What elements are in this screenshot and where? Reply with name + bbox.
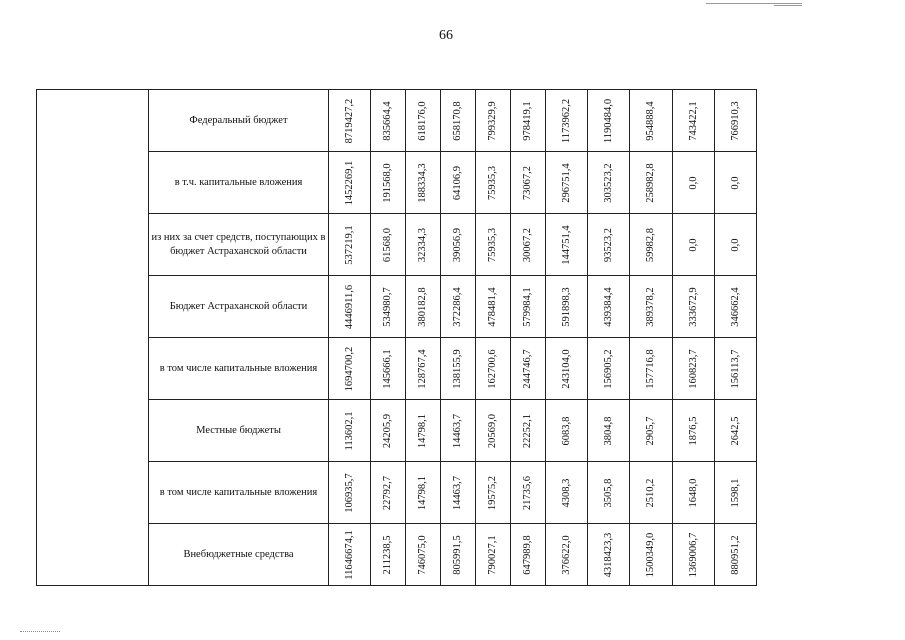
value-cell (476, 400, 511, 462)
cell-value: 376622,0 (560, 534, 572, 575)
cell-value: 1500349,0 (645, 532, 656, 577)
cell-value: 14798,1 (417, 475, 428, 510)
value-cell (371, 214, 406, 276)
value-cell (588, 400, 630, 462)
cell-value: 162700,6 (487, 348, 498, 389)
cell-value: 766910,3 (729, 100, 741, 141)
value-cell (630, 462, 673, 524)
cell-value: 11646674,1 (343, 529, 355, 580)
value-cell (715, 152, 757, 214)
cell-value: 1190484,0 (602, 98, 614, 143)
value-cell (441, 524, 476, 586)
value-cell (588, 462, 630, 524)
value-cell (673, 276, 715, 338)
value-cell (588, 338, 630, 400)
cell-value: 30067,2 (522, 227, 533, 262)
value-cell (406, 524, 441, 586)
cell-value: 188334,3 (417, 162, 428, 203)
value-cell (441, 90, 476, 152)
cell-value: 647989,8 (522, 534, 533, 575)
cell-value: 59982,8 (645, 227, 656, 262)
value-cell (441, 338, 476, 400)
value-cell (546, 90, 588, 152)
table-body (37, 90, 757, 586)
value-cell (371, 90, 406, 152)
cell-value: 2905,7 (645, 416, 656, 445)
cell-value: 14463,7 (452, 475, 463, 510)
cell-value: 3804,8 (602, 416, 614, 445)
value-cell (406, 338, 441, 400)
value-cell (441, 400, 476, 462)
value-cell (588, 90, 630, 152)
value-cell (329, 214, 371, 276)
cell-value: 333672,9 (687, 286, 699, 327)
value-cell (476, 524, 511, 586)
cell-value: 805991,5 (452, 534, 463, 575)
row-label: Федеральный бюджет (149, 90, 329, 152)
cell-value: 978419,1 (522, 100, 533, 141)
cell-value: 1452269,1 (343, 160, 355, 205)
cell-value: 6083,8 (560, 416, 572, 445)
value-cell (715, 90, 757, 152)
value-cell (630, 214, 673, 276)
cell-value: 0,0 (687, 175, 699, 190)
value-cell (715, 400, 757, 462)
cell-value: 244746,7 (522, 348, 533, 389)
value-cell (511, 214, 546, 276)
cell-value: 3505,8 (602, 478, 614, 507)
value-cell (371, 524, 406, 586)
cell-value: 1876,5 (687, 416, 699, 445)
value-cell (673, 524, 715, 586)
value-cell (371, 462, 406, 524)
cell-value: 579984,1 (522, 286, 533, 327)
cell-value: 1173962,2 (560, 98, 572, 143)
cell-value: 478481,4 (487, 286, 498, 327)
row-label: Местные бюджеты (149, 400, 329, 462)
cell-value: 1648,0 (687, 478, 699, 507)
value-cell (511, 276, 546, 338)
cell-value: 39056,9 (452, 227, 463, 262)
value-cell (673, 400, 715, 462)
value-cell (406, 90, 441, 152)
cell-value: 954888,4 (645, 100, 656, 141)
cell-value: 211238,5 (382, 535, 393, 574)
value-cell (406, 152, 441, 214)
cell-value: 64106,9 (452, 165, 463, 200)
scan-artifact-line (706, 3, 802, 4)
cell-value: 439384,4 (602, 286, 614, 327)
cell-value: 618176,0 (417, 100, 428, 141)
row-label: Бюджет Астраханской области (149, 276, 329, 338)
value-cell (673, 214, 715, 276)
cell-value: 4308,3 (560, 478, 572, 507)
cell-value: 61568,0 (382, 227, 393, 262)
cell-value: 138155,9 (452, 348, 463, 389)
cell-value: 106935,7 (343, 472, 355, 513)
page-number: 66 (439, 28, 453, 43)
cell-value: 1694700,2 (343, 346, 355, 391)
cell-value: 73067,2 (522, 165, 533, 200)
cell-value: 145666,1 (382, 348, 393, 389)
cell-value: 160823,7 (687, 348, 699, 389)
cell-value: 380182,8 (417, 286, 428, 327)
scan-artifact-line (774, 5, 802, 6)
value-cell (371, 276, 406, 338)
cell-value: 372286,4 (452, 286, 463, 327)
value-cell (371, 338, 406, 400)
value-cell (406, 462, 441, 524)
value-cell (630, 400, 673, 462)
value-cell (511, 90, 546, 152)
blank-merged-cell (37, 90, 149, 586)
value-cell (588, 276, 630, 338)
budget-table (36, 89, 757, 586)
cell-value: 0,0 (729, 237, 741, 252)
value-cell (630, 338, 673, 400)
cell-value: 790027,1 (487, 534, 498, 575)
row-label: в т.ч. капитальные вложения (149, 152, 329, 214)
cell-value: 75935,3 (487, 165, 498, 200)
row-label: из них за счет средств, поступающих в бюджет Астраханской области (149, 214, 329, 276)
scan-artifact-mark (20, 631, 60, 634)
cell-value: 746075,0 (417, 534, 428, 575)
value-cell (476, 90, 511, 152)
value-cell (441, 152, 476, 214)
cell-value: 8719427,2 (343, 98, 355, 143)
cell-value: 128767,4 (417, 348, 428, 389)
value-cell (476, 152, 511, 214)
value-cell (441, 276, 476, 338)
value-cell (511, 400, 546, 462)
value-cell (715, 276, 757, 338)
cell-value: 346662,4 (729, 286, 741, 327)
value-cell (329, 90, 371, 152)
value-cell (588, 152, 630, 214)
cell-value: 156905,2 (602, 348, 614, 389)
cell-value: 22252,1 (522, 413, 533, 448)
value-cell (511, 152, 546, 214)
value-cell (715, 214, 757, 276)
cell-value: 0,0 (729, 175, 741, 190)
cell-value: 537219,1 (343, 224, 355, 265)
value-cell (546, 276, 588, 338)
value-cell (546, 338, 588, 400)
value-cell (329, 152, 371, 214)
cell-value: 93523,2 (602, 227, 614, 262)
value-cell (546, 462, 588, 524)
value-cell (329, 524, 371, 586)
value-cell (630, 152, 673, 214)
cell-value: 21735,6 (522, 475, 533, 510)
cell-value: 389378,2 (645, 286, 656, 327)
cell-value: 24205,9 (382, 413, 393, 448)
value-cell (673, 338, 715, 400)
cell-value: 0,0 (687, 237, 699, 252)
cell-value: 144751,4 (560, 224, 572, 265)
cell-value: 1598,1 (729, 478, 741, 507)
value-cell (673, 152, 715, 214)
value-cell (406, 214, 441, 276)
value-cell (630, 90, 673, 152)
cell-value: 157716,8 (645, 348, 656, 389)
value-cell (546, 524, 588, 586)
value-cell (546, 214, 588, 276)
value-cell (329, 462, 371, 524)
cell-value: 19575,2 (487, 475, 498, 510)
cell-value: 534980,7 (382, 286, 393, 327)
cell-value: 835664,4 (382, 100, 393, 141)
value-cell (329, 276, 371, 338)
value-cell (673, 462, 715, 524)
value-cell (406, 400, 441, 462)
cell-value: 303523,2 (602, 162, 614, 203)
value-cell (546, 400, 588, 462)
cell-value: 4318423,3 (602, 532, 614, 577)
value-cell (715, 524, 757, 586)
cell-value: 880951,2 (729, 534, 741, 575)
row-label: Внебюджетные средства (149, 524, 329, 586)
value-cell (406, 276, 441, 338)
cell-value: 799329,9 (487, 100, 498, 141)
cell-value: 156113,7 (729, 349, 741, 388)
cell-value: 32334,3 (417, 227, 428, 262)
value-cell (630, 276, 673, 338)
value-cell (715, 462, 757, 524)
value-cell (371, 400, 406, 462)
value-cell (441, 214, 476, 276)
cell-value: 113602,1 (343, 411, 355, 450)
cell-value: 743422,1 (687, 100, 699, 141)
value-cell (546, 152, 588, 214)
cell-value: 14798,1 (417, 413, 428, 448)
cell-value: 191568,0 (382, 162, 393, 203)
cell-value: 591898,3 (560, 286, 572, 327)
value-cell (588, 214, 630, 276)
row-label: в том числе капитальные вложения (149, 338, 329, 400)
row-label: в том числе капитальные вложения (149, 462, 329, 524)
value-cell (476, 276, 511, 338)
value-cell (511, 524, 546, 586)
value-cell (511, 338, 546, 400)
cell-value: 22792,7 (382, 475, 393, 510)
cell-value: 14463,7 (452, 413, 463, 448)
value-cell (329, 338, 371, 400)
value-cell (673, 90, 715, 152)
cell-value: 20569,0 (487, 413, 498, 448)
value-cell (371, 152, 406, 214)
table-row (37, 90, 757, 152)
value-cell (476, 462, 511, 524)
value-cell (441, 462, 476, 524)
cell-value: 1369006,7 (687, 532, 699, 577)
value-cell (329, 400, 371, 462)
value-cell (630, 524, 673, 586)
cell-value: 2642,5 (729, 416, 741, 445)
cell-value: 658170,8 (452, 100, 463, 141)
cell-value: 4446911,6 (343, 284, 355, 329)
value-cell (715, 338, 757, 400)
cell-value: 243104,0 (560, 348, 572, 389)
value-cell (511, 462, 546, 524)
cell-value: 296751,4 (560, 162, 572, 203)
value-cell (476, 338, 511, 400)
cell-value: 2510,2 (645, 478, 656, 507)
value-cell (588, 524, 630, 586)
value-cell (476, 214, 511, 276)
cell-value: 75935,3 (487, 227, 498, 262)
cell-value: 258982,8 (645, 162, 656, 203)
